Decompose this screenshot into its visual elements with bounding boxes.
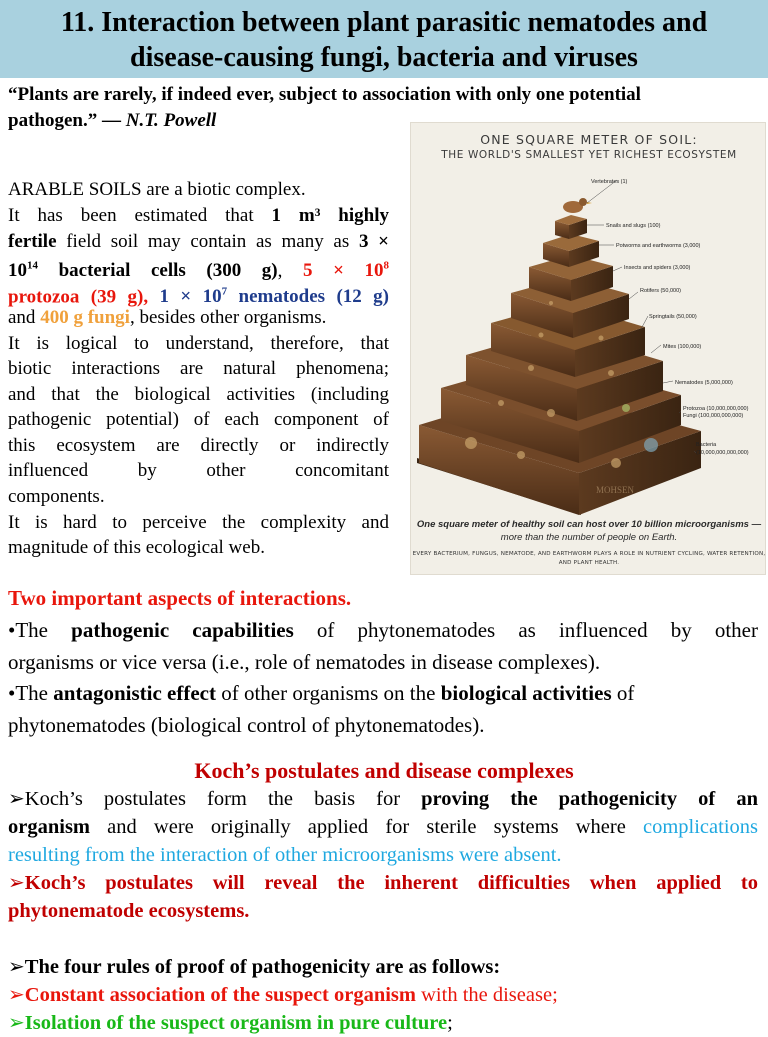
label-bacteria: Bacteria [696,442,717,448]
koch-rule1b: with the disease; [416,984,558,1006]
aspect-bullet-1 [8,614,758,678]
bullet-dot: • [8,681,16,705]
bird-icon [563,198,592,213]
arable-line-2 [8,203,389,228]
arable-p2-line-1: It is logical to understand, therefore, that [8,333,389,354]
arable-p2-line-4: pathogenic potential) of each component of [8,409,389,430]
arable-l3b: field soil may contain as many as [56,231,359,252]
arable-line-3 [8,229,389,254]
quote-text: pathogen.” — [8,110,126,131]
koch-rules-heading-text: The four rules of proof of pathogenicity are as follows: [24,956,501,978]
aspect-2-e: of [611,681,635,705]
bullet-dot: • [8,618,16,642]
aspect-1-c: of phytonematodes as influenced by other [293,618,758,642]
aspect-2-c: of other organisms on the [215,681,441,705]
arable-p2-line-2: biotic interactions are natural phenomena; [8,358,389,379]
arable-l4a: 10 [8,260,27,282]
arrow-bullet-icon: ➢ [8,788,25,810]
aspect-2-b: antagonistic effect [53,681,216,705]
aspect-2-line-2: phytonematodes (biological control of phytonematodes). [8,713,485,737]
aspect-2-line-1 [8,677,758,709]
arable-l4d: 5 × 10 [302,260,384,282]
koch-rule-2 [8,1009,453,1037]
koch-p5: phytonematode ecosystems. [8,900,250,922]
arable-heading-rest: are a biotic complex. [141,179,306,200]
koch-p2-line-1 [8,869,758,897]
koch-rule2a: Isolation of the suspect organism in pure culture [24,1012,448,1034]
figure-title-line-1: ONE SQUARE METER OF SOIL: [480,132,698,147]
koch-rule-1 [8,981,558,1009]
arable-p3-line-1: It is hard to perceive the complexity and [8,512,389,533]
label-nematodes: Nematodes (5,000,000) [675,380,733,386]
aspect-1-line-2: organisms or vice versa (i.e., role of nematodes in disease complexes). [8,650,601,674]
arable-l6a: and [8,307,41,328]
koch-p2-line-2 [8,897,758,925]
label-snails: Snails and slugs (100) [606,223,661,229]
arrow-bullet-icon: ➢ [8,984,25,1006]
figure-caption-line-2: more than the number of people on Earth. [500,532,678,543]
koch-p2a: organism [8,816,90,838]
aspect-1-line-1 [8,614,758,646]
arable-l4dsup: 8 [383,260,390,272]
koch-p1a: Koch’s postulates form the basis for [24,788,422,810]
arable-heading-line [8,177,306,202]
page-title-line-2: disease-causing fungi, bacteria and viruses [130,42,638,73]
aspect-bullet-2 [8,677,758,741]
figure-title-line-2: THE WORLD'S SMALLEST YET RICHEST ECOSYSTEM [441,149,737,161]
arable-p3-line-2: magnitude of this ecological web. [8,537,265,558]
koch-p-line-2 [8,813,758,841]
arable-l4sup: 14 [27,260,38,272]
quote-line-2 [8,108,216,134]
figure-footer-line-1: EVERY BACTERIUM, FUNGUS, NEMATODE, AND EARTHWORM PLAYS A ROLE IN NUTRIENT CYCLING, WATER RETENTION, [412,551,766,557]
figure-caption-line-1: One square meter of healthy soil can host over 10 billion microorganisms — [416,519,762,530]
arable-p2-line-7: components. [8,486,105,507]
label-rotifers: Rotifers (50,000) [640,288,681,294]
aspect-2-d: biological activities [440,681,612,705]
quote-author: N.T. Powell [125,110,217,131]
koch-p-line-3: resulting from the interaction of other microorganisms were absent. [8,844,562,866]
arable-l5b: 1 × 10 [159,286,222,308]
koch-p4: Koch’s postulates will reveal the inherent difficulties when applied to [24,872,758,894]
arable-l2b: 1 m³ highly [271,205,389,226]
koch-rule1a: Constant association of the suspect organism [24,984,416,1006]
arable-l6c: , besides other organisms. [129,307,327,328]
label-insects: Insects and spiders (3,000) [624,265,691,271]
soil-pyramid-illustration [411,163,766,523]
arable-l2a: It has been estimated that [8,205,272,226]
arable-l5c: nematodes (12 g) [227,286,390,308]
arable-l5a: protozoa (39 g), [8,286,160,308]
label-bacteria-count: (10,000,000,000,000) [696,450,749,456]
label-mites: Mites (100,000) [663,344,702,350]
soil-ecosystem-figure [410,122,766,575]
koch-rule2b: ; [447,1012,453,1034]
figure-footer-line-2: AND PLANT HEALTH. [558,560,620,566]
koch-paragraph-1 [8,785,758,869]
arable-p2-line-3: and that the biological activities (including [8,384,389,405]
arable-heading: ARABLE SOILS [8,179,142,200]
aspect-2-a: The [15,681,54,705]
koch-p1b: proving the pathogenicity of an [421,788,758,810]
label-earthworms: Potworms and earthworms (3,000) [616,243,701,249]
aspect-1-a: The [15,618,72,642]
arable-l3a: fertile [8,231,57,252]
koch-p2b: and were originally applied for sterile systems where [90,816,643,838]
arable-l3c: 3 × [358,231,390,252]
koch-p2c: complications [642,816,758,838]
page-title-line-1: 11. Interaction between plant parasitic nematodes and [60,7,708,38]
arable-l6b: 400 g fungi [40,307,130,328]
koch-paragraph-2 [8,869,758,925]
koch-p-line-1 [8,785,758,813]
arable-l5bsup: 7 [221,286,228,298]
arrow-bullet-icon: ➢ [8,872,25,894]
arable-line-6 [8,305,326,330]
quote-line-1: “Plants are rarely, if indeed ever, subject to association with only one potential [8,84,641,105]
koch-rules-heading [8,953,500,981]
label-springtails: Springtails (50,000) [649,314,697,320]
pyramid-layers [417,215,701,515]
koch-heading: Koch’s postulates and disease complexes [194,758,574,783]
label-protozoa: Protozoa (10,000,000,000) [683,406,749,412]
label-fungi: Fungi (100,000,000,000) [683,413,744,419]
arable-p2-line-5: this ecosystem are directly or indirectly [8,435,389,456]
aspect-1-b: pathogenic capabilities [71,618,294,642]
arrow-bullet-icon: ➢ [8,1012,25,1034]
arrow-bullet-icon: ➢ [8,956,25,978]
arable-l4b: bacterial cells (300 g) [38,260,278,282]
arable-l4c: , [277,260,303,282]
aspects-heading: Two important aspects of interactions. [8,586,352,610]
label-vertebrates: Vertebrates (1) [591,179,628,185]
figure-watermark: MOHSEN [596,485,635,495]
arable-p2-line-6: influenced by other concomitant [8,460,389,481]
